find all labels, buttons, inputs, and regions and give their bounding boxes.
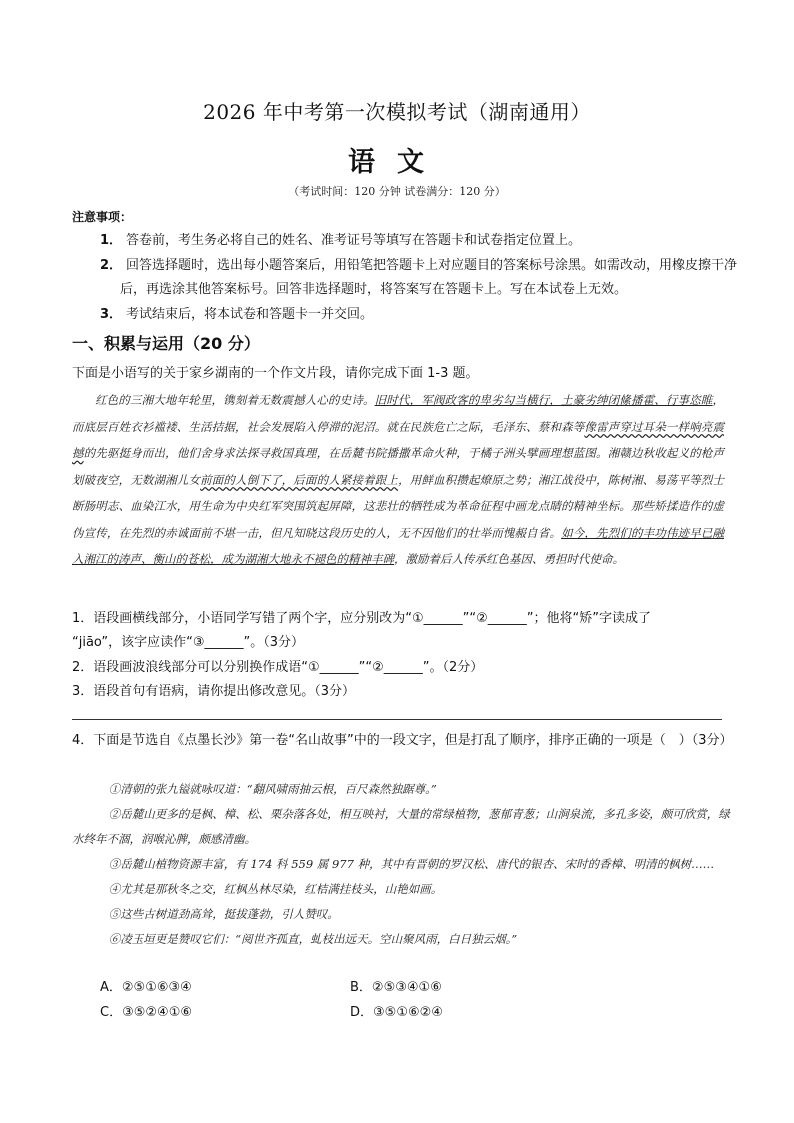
notice-item-2 — [100, 254, 742, 302]
passage-text: 红色的三湘大地年轮里，镌刻着无数震撼人心的史诗。 — [95, 393, 375, 407]
question-1 — [72, 607, 732, 655]
passage-text: 的先驱挺身而出，他们舍身求法探寻救国真理，在岳麓书院播撒革命火种，于橘子洲头擘画理想蓝图。湘赣边秋收起义的枪声划破夜空，无数湖湘儿女 — [72, 446, 725, 487]
section-heading: 一、积累与运用（20 分） — [72, 334, 260, 353]
sentence-item: ③岳麓山植物资源丰富，有 174 科 559 属 977 种，其中有晋朝的罗汉松、唐代的银杏、宋时的香樟、明清的枫树…… — [108, 857, 715, 871]
exam-title: 2026 年中考第一次模拟考试（湖南通用） — [203, 100, 591, 124]
exam-meta: （考试时间：120 分钟 试卷满分：120 分） — [288, 185, 506, 198]
answer-line — [72, 719, 722, 720]
question-text: 2．语段画波浪线部分可以分别换作成语“①______”“②______”。（2分） — [72, 660, 484, 675]
notice-heading: 注意事项： — [72, 210, 133, 224]
notice-item-text: 考试结束后，将本试卷和答题卡一并交回。 — [126, 307, 374, 322]
question-text: 1．语段画横线部分，小语同学写错了两个字，应分别改为“①______”“②______”；他将“矫”字读成了 — [72, 611, 651, 626]
question-2 — [72, 656, 732, 680]
question-text: 3．语段首句有语病，请你提出修改意见。（3分） — [72, 684, 356, 699]
passage-text: ，而底层百姓衣衫褴褛、生活拮据，社会发展陷入停滞的泥沼。就在民族危亡之际，毛泽东、蔡和森等 — [72, 393, 724, 434]
sentence-item: ④尤其是那秋冬之交，红枫丛林尽染，红桔满挂枝头，山艳如画。 — [108, 882, 443, 896]
wavy-underlined-text: 像雷声穿过耳朵一样响亮震撼 — [72, 419, 725, 460]
option-d[interactable]: D．③⑤①⑥②④ — [350, 1005, 443, 1020]
notice-item-text: 回答选择题时，选出每小题答案后，用铅笔把答题卡上对应题目的答案标号涂黑。如需改动，用橡皮擦干净后，再选涂其他答案标号。回答非选择题时，将答案写在答题卡上。写在本试卷上无效。 — [120, 258, 738, 297]
sentence-item: ②岳麓山更多的是枫、樟、松、栗杂落各处，相互映衬，大量的常绿植物，葱郁青葱；山涧泉流，多孔多姿，颇可欣赏，绿水终年不涸，润喉沁脾，颇感清幽。 — [72, 807, 730, 846]
sentence-item: ⑥凌玉垣更是赞叹它们：“阅世齐孤直，虬枝出远天。空山聚风雨，白日独云烟。” — [108, 932, 518, 946]
notice-item-number: 2． — [100, 258, 123, 273]
notice-item-number: 3． — [100, 307, 123, 322]
question-3 — [72, 680, 732, 704]
notice-item-1 — [100, 229, 740, 253]
option-a[interactable]: A．②⑤①⑥③④ — [100, 980, 192, 995]
question-4-stem: 4．下面是节选自《点墨长沙》第一卷“名山故事”中的一段文字，但是打乱了顺序，排序正确的一项是（ ）（3分） — [72, 733, 733, 748]
notice-item-number: 1． — [100, 233, 123, 248]
question-4-items — [72, 777, 732, 952]
subject-heading: 语文 — [348, 147, 446, 178]
sentence-item: ⑤这些古树道劲高耸，挺拔蓬勃，引人赞叹。 — [108, 907, 339, 921]
notice-item-3 — [100, 303, 740, 327]
passage-text: ，激励着后人传承红色基因、勇担时代使命。 — [394, 552, 624, 566]
notice-item-text: 答卷前，考生务必将自己的姓名、准考证号等填写在答题卡和试卷指定位置上。 — [126, 233, 582, 248]
wavy-underlined-text: 前面的人倒下了，后面的人紧接着跟上 — [200, 472, 399, 487]
question-text: “jiāo”，该字应读作“③______”。（3分） — [72, 635, 305, 650]
section-intro: 下面是小语写的关于家乡湖南的一个作文片段，请你完成下面 1-3 题。 — [72, 366, 479, 381]
underlined-sentence: 如今，先烈们的丰功伟迹早已融入湘江的涛声、衡山的苍松，成为湖湘大地永不褪色的精神丰碑 — [72, 525, 724, 566]
option-c[interactable]: C．③⑤②④①⑥ — [100, 1005, 193, 1020]
underlined-text: 旧时代，军阀政客的卑劣勾当横行，土豪劣绅闭絛播霍、行事恣睢 — [374, 393, 713, 407]
passage-text: ，用鲜血积攒起燎原之势；湘江战役中，陈树湘、易荡平等烈士断肠明志、血染江水，用生命为中央红军突围筑起屏障，这悲壮的牺牲成为革命征程中画龙点睛的精神坐标。那些矫揉造作的虚伪宣传，在先烈的赤诚面前不堪一击，但凡知晓这段历史的人，无不因他们的壮举而愧赧自省。 — [72, 472, 725, 540]
sentence-item: ①清朝的张九镒就咏叹道：“翻风啸雨抽云根，百尺森然独踞尊。” — [108, 782, 437, 796]
essay-passage — [72, 387, 724, 573]
option-b[interactable]: B．②⑤③④①⑥ — [350, 980, 442, 995]
